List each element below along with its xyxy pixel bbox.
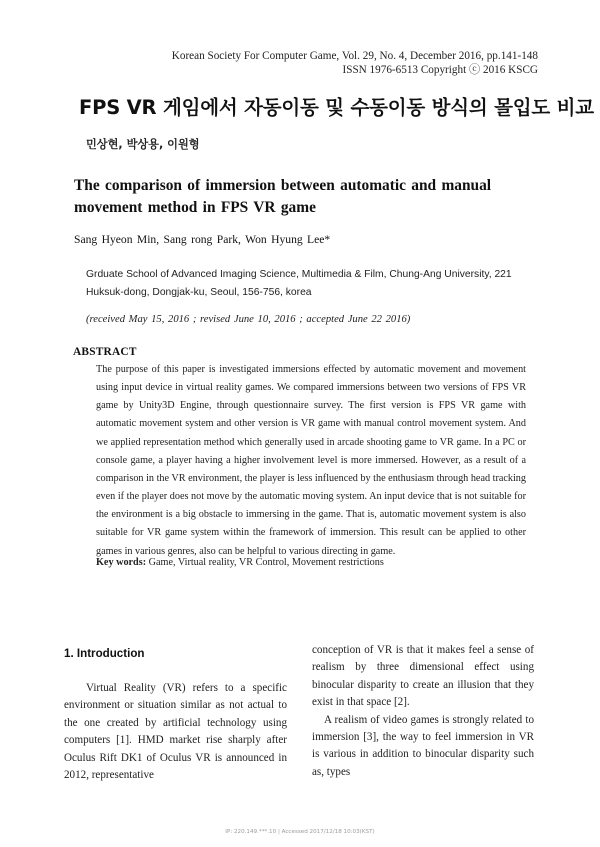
keywords bbox=[96, 557, 384, 568]
abstract-body: The purpose of this paper is investigated immersions effected by automatic movement and movement using input device in virtual reality games. We compared immersions between two versions of FPS VR game by Unity3D Engine, through questionnaire survey. The first version is FPS VR game with automatic movement system and other version is VR game with manual control movement system. And we applied representation method which generally used in arcade shooting game to VR game. In a PC or console game, a player having a higher involvement level is more immersed. However, as a result of a comparison in the VR environment, the player is less influenced by the enthusiasm through head tracking even if the player does not move by the automatic moving system. An input device that is not suitable for the environment is a big obstacle to immersing in the game. That is, automatic movement system is also suitable for VR game system within the framework of immersion. This result can be applied to other games in various genres, also can be helpful to various directing in game. bbox=[96, 364, 526, 557]
paragraph: conception of VR is that it makes feel a sense of realism by three dimensional effect using binocular disparity to create an illusion that they exist in that space [2]. bbox=[312, 644, 534, 709]
issn-copyright: ISSN 1976-6513 Copyright ⓒ 2016 KSCG bbox=[342, 64, 538, 76]
abstract-heading: ABSTRACT bbox=[73, 346, 137, 358]
keywords-label: Key words: bbox=[96, 557, 147, 568]
paragraph: A realism of video games is strongly related to immersion [3], the way to feel immersion in VR is various in addition to binocular disparity such as, types bbox=[312, 713, 534, 778]
affiliation-line-1: Grduate School of Advanced Imaging Science, Multimedia & Film, Chung-Ang University, 221 bbox=[86, 269, 512, 280]
affiliation bbox=[86, 266, 526, 302]
introduction-right-column bbox=[312, 642, 534, 781]
affiliation-line-2: Huksuk-dong, Dongjak-ku, Seoul, 156-756, korea bbox=[86, 287, 312, 298]
paper-title-english: The comparison of immersion between automatic and manual movement method in FPS VR game bbox=[74, 177, 492, 216]
paper-title-korean: FPS VR 게임에서 자동이동 및 수동이동 방식의 몰입도 비교 bbox=[79, 96, 594, 119]
authors-english: Sang Hyeon Min, Sang rong Park, Won Hyung Lee* bbox=[74, 233, 331, 246]
keywords-list: Game, Virtual reality, VR Control, Movement restrictions bbox=[146, 557, 384, 568]
journal-citation: Korean Society For Computer Game, Vol. 29, No. 4, December 2016, pp.141-148 bbox=[171, 50, 538, 62]
submission-dates: (received May 15, 2016 ; revised June 10, 2016 ; accepted June 22 2016) bbox=[86, 314, 411, 325]
authors-korean: 민상현, 박상용, 이원형 bbox=[86, 138, 200, 151]
introduction-left-column: Virtual Reality (VR) refers to a specific environment or situation similar as not actual to the one created by artificial technology using computers [1]. HMD market rise sharply after Oculus Rift DK1 of Oculus VR is announced in 2012, representative bbox=[64, 682, 287, 782]
section-heading-introduction: 1. Introduction bbox=[64, 647, 145, 660]
download-footer: IP: 220.149.***.10 | Accessed 2017/12/18 10:03(KST) bbox=[225, 829, 375, 835]
